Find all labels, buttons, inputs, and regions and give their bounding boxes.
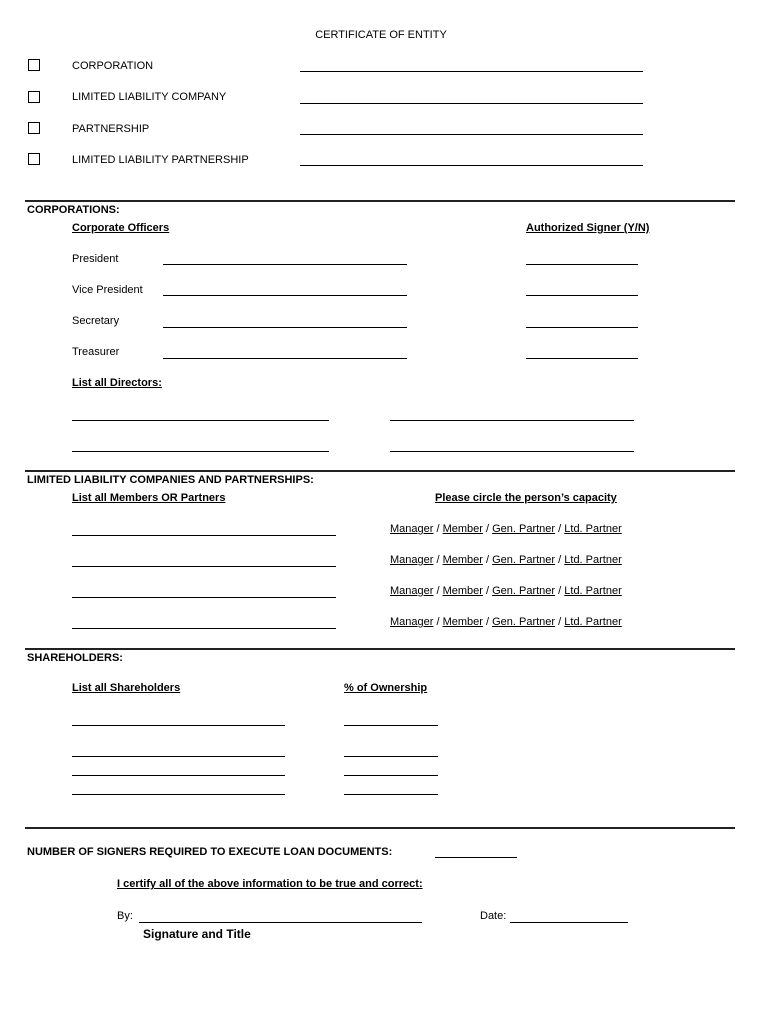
section-divider <box>25 827 735 829</box>
by-label: By: <box>117 910 133 922</box>
officer-name-field[interactable] <box>163 295 407 296</box>
column-header: Please circle the person’s capacity <box>435 492 617 504</box>
officer-label: Secretary <box>72 315 120 327</box>
officer-label: Vice President <box>72 284 143 296</box>
capacity-manager[interactable]: Manager <box>390 523 434 535</box>
entity-name-field[interactable] <box>300 103 643 104</box>
section-heading: CORPORATIONS: <box>27 204 120 216</box>
capacity-ltd-partner[interactable]: Ltd. Partner <box>564 616 622 628</box>
capacity-member[interactable]: Member <box>442 585 483 597</box>
capacity-options[interactable]: Manager / Member / Gen. Partner / Ltd. Partner <box>390 523 622 535</box>
member-name-field[interactable] <box>72 566 336 567</box>
shareholder-name-field[interactable] <box>72 725 285 726</box>
capacity-member[interactable]: Member <box>442 616 483 628</box>
column-header: List all Members OR Partners <box>72 492 226 504</box>
capacity-ltd-partner[interactable]: Ltd. Partner <box>564 585 622 597</box>
officer-name-field[interactable] <box>163 358 407 359</box>
officer-name-field[interactable] <box>163 327 407 328</box>
authorized-signer-field[interactable] <box>526 358 638 359</box>
signature-field[interactable] <box>139 922 422 923</box>
capacity-options[interactable]: Manager / Member / Gen. Partner / Ltd. Partner <box>390 616 622 628</box>
entity-name-field[interactable] <box>300 134 643 135</box>
signers-required-label: NUMBER OF SIGNERS REQUIRED TO EXECUTE LOAN DOCUMENTS: <box>27 846 393 858</box>
authorized-signer-field[interactable] <box>526 264 638 265</box>
column-header: List all Shareholders <box>72 682 181 694</box>
member-name-field[interactable] <box>72 628 336 629</box>
section-divider <box>25 648 735 650</box>
section-heading: LIMITED LIABILITY COMPANIES AND PARTNERSHIPS: <box>27 474 314 486</box>
partnership-checkbox[interactable] <box>28 122 40 134</box>
capacity-ltd-partner[interactable]: Ltd. Partner <box>564 523 622 535</box>
member-name-field[interactable] <box>72 535 336 536</box>
column-header: Authorized Signer (Y/N) <box>526 222 650 234</box>
corporation-checkbox[interactable] <box>28 59 40 71</box>
entity-name-field[interactable] <box>300 165 643 166</box>
capacity-gen-partner[interactable]: Gen. Partner <box>492 523 556 535</box>
capacity-manager[interactable]: Manager <box>390 554 434 566</box>
capacity-options[interactable]: Manager / Member / Gen. Partner / Ltd. Partner <box>390 554 622 566</box>
ownership-percent-field[interactable] <box>344 775 438 776</box>
director-field[interactable] <box>72 420 329 421</box>
officer-name-field[interactable] <box>163 264 407 265</box>
capacity-gen-partner[interactable]: Gen. Partner <box>492 616 556 628</box>
capacity-gen-partner[interactable]: Gen. Partner <box>492 585 556 597</box>
section-heading: SHAREHOLDERS: <box>27 652 123 664</box>
officer-label: President <box>72 253 119 265</box>
ownership-percent-field[interactable] <box>344 725 438 726</box>
capacity-gen-partner[interactable]: Gen. Partner <box>492 554 556 566</box>
date-label: Date: <box>480 910 507 922</box>
llc-checkbox[interactable] <box>28 91 40 103</box>
column-header: % of Ownership <box>344 682 428 694</box>
capacity-manager[interactable]: Manager <box>390 616 434 628</box>
director-field[interactable] <box>390 451 634 452</box>
capacity-manager[interactable]: Manager <box>390 585 434 597</box>
authorized-signer-field[interactable] <box>526 295 638 296</box>
llp-checkbox[interactable] <box>28 153 40 165</box>
shareholder-name-field[interactable] <box>72 775 285 776</box>
entity-type-label: CORPORATION <box>72 60 154 72</box>
officer-label: Treasurer <box>72 346 120 358</box>
member-name-field[interactable] <box>72 597 336 598</box>
entity-name-field[interactable] <box>300 71 643 72</box>
capacity-options[interactable]: Manager / Member / Gen. Partner / Ltd. Partner <box>390 585 622 597</box>
capacity-member[interactable]: Member <box>442 554 483 566</box>
section-divider <box>25 200 735 202</box>
page-title: CERTIFICATE OF ENTITY <box>315 29 447 41</box>
director-field[interactable] <box>72 451 329 452</box>
date-field[interactable] <box>510 922 628 923</box>
shareholder-name-field[interactable] <box>72 794 285 795</box>
signers-count-field[interactable] <box>435 857 517 858</box>
signature-caption: Signature and Title <box>143 927 251 941</box>
section-divider <box>25 470 735 472</box>
authorized-signer-field[interactable] <box>526 327 638 328</box>
capacity-member[interactable]: Member <box>442 523 483 535</box>
capacity-ltd-partner[interactable]: Ltd. Partner <box>564 554 622 566</box>
column-header: Corporate Officers <box>72 222 170 234</box>
shareholder-name-field[interactable] <box>72 756 285 757</box>
directors-label: List all Directors: <box>72 377 162 389</box>
ownership-percent-field[interactable] <box>344 794 438 795</box>
certification-statement: I certify all of the above information to be true and correct: <box>117 878 423 890</box>
entity-type-label: PARTNERSHIP <box>72 123 150 135</box>
director-field[interactable] <box>390 420 634 421</box>
entity-type-label: LIMITED LIABILITY PARTNERSHIP <box>72 154 249 166</box>
entity-type-label: LIMITED LIABILITY COMPANY <box>72 91 227 103</box>
ownership-percent-field[interactable] <box>344 756 438 757</box>
